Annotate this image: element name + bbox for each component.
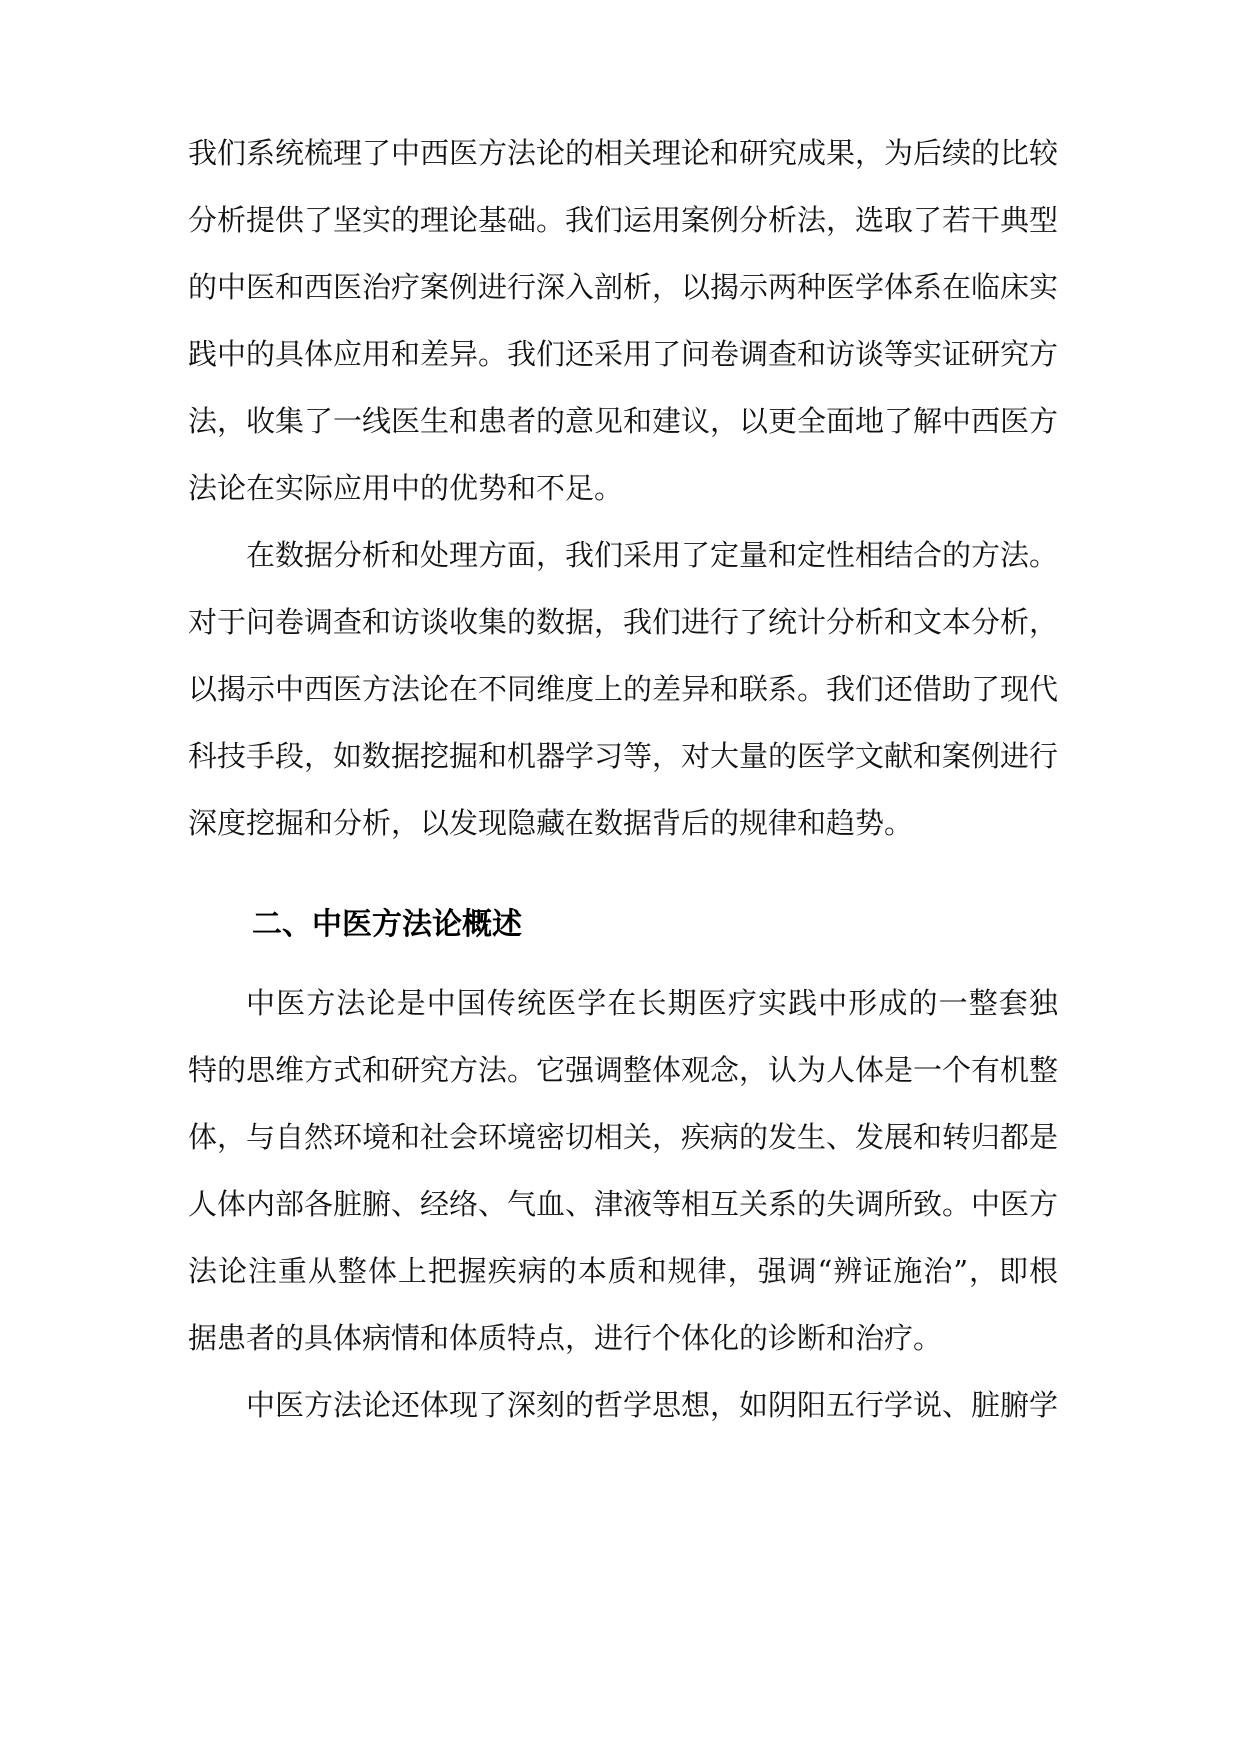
text-line: 体，与自然环境和社会环境密切相关，疾病的发生、发展和转归都是 <box>188 1120 1059 1154</box>
text-line: 法论在实际应用中的优势和不足。 <box>188 471 624 505</box>
text-line: 我们系统梳理了中西医方法论的相关理论和研究成果，为后续的比较 <box>188 136 1059 170</box>
text-line: 以揭示中西医方法论在不同维度上的差异和联系。我们还借助了现代 <box>188 672 1059 706</box>
text-line: 据患者的具体病情和体质特点，进行个体化的诊断和治疗。 <box>188 1321 943 1355</box>
text-line: 特的思维方式和研究方法。它强调整体观念，认为人体是一个有机整 <box>188 1053 1059 1087</box>
section-heading: 二、中医方法论概述 <box>252 907 522 942</box>
text-line: 在数据分析和处理方面，我们采用了定量和定性相结合的方法。 <box>246 538 1059 572</box>
text-line: 深度挖掘和分析，以发现隐藏在数据背后的规律和趋势。 <box>188 806 914 840</box>
text-line: 对于问卷调查和访谈收集的数据，我们进行了统计分析和文本分析， <box>188 605 1059 639</box>
text-line: 法论注重从整体上把握疾病的本质和规律，强调“辨证施治”，即根 <box>188 1254 1058 1288</box>
text-line: 科技手段，如数据挖掘和机器学习等，对大量的医学文献和案例进行 <box>188 739 1059 773</box>
text-line: 人体内部各脏腑、经络、气血、津液等相互关系的失调所致。中医方 <box>188 1187 1059 1221</box>
text-line: 中医方法论还体现了深刻的哲学思想，如阴阳五行学说、脏腑学 <box>246 1388 1059 1422</box>
text-line: 的中医和西医治疗案例进行深入剖析，以揭示两种医学体系在临床实 <box>188 270 1059 304</box>
text-line: 践中的具体应用和差异。我们还采用了问卷调查和访谈等实证研究方 <box>188 337 1059 371</box>
text-line: 分析提供了坚实的理论基础。我们运用案例分析法，选取了若干典型 <box>188 203 1059 237</box>
text-line: 法，收集了一线医生和患者的意见和建议，以更全面地了解中西医方 <box>188 404 1059 438</box>
text-line: 中医方法论是中国传统医学在长期医疗实践中形成的一整套独 <box>246 986 1058 1020</box>
